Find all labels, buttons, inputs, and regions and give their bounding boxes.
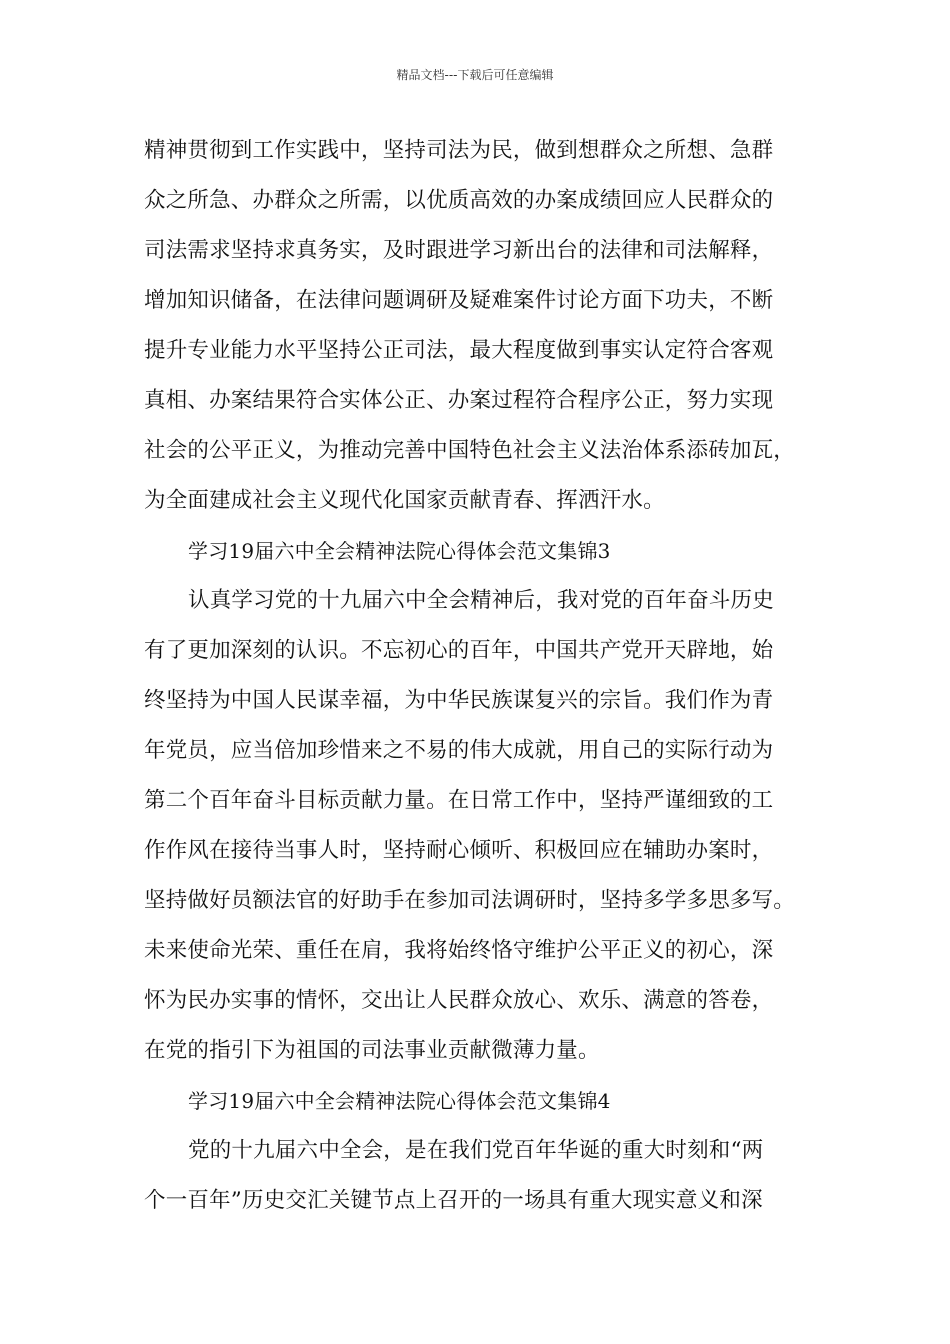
text-line: 个一百年”历史交汇关键节点上召开的一场具有重大现实意义和深	[144, 1188, 763, 1213]
text-line: 社会的公平正义，为推动完善中国特色社会主义法治体系添砖加瓦，	[144, 438, 796, 463]
text-line: 怀为民办实事的情怀，交出让人民群众放心、欢乐、满意的答卷，	[144, 988, 774, 1013]
text-line: 年党员，应当倍加珍惜来之不易的伟大成就，用自己的实际行动为	[144, 738, 774, 763]
text-line: 在党的指引下为祖国的司法事业贡献微薄力量。	[144, 1038, 600, 1063]
paragraph-first-line: 认真学习党的十九届六中全会精神后，我对党的百年奋斗历史	[188, 588, 774, 613]
text-line: 第二个百年奋斗目标贡献力量。在日常工作中，坚持严谨细致的工	[144, 788, 774, 813]
text-line: 众之所急、办群众之所需，以优质高效的办案成绩回应人民群众的	[144, 188, 774, 213]
text-line: 司法需求坚持求真务实，及时跟进学习新出台的法律和司法解释，	[144, 238, 774, 263]
text-line: 坚持做好员额法官的好助手在参加司法调研时，坚持多学多思多写。	[144, 888, 796, 913]
text-line: 为全面建成社会主义现代化国家贡献青春、挥洒汗水。	[144, 488, 665, 513]
text-line: 终坚持为中国人民谋幸福，为中华民族谋复兴的宗旨。我们作为青	[144, 688, 774, 713]
paragraph-first-line: 党的十九届六中全会，是在我们党百年华诞的重大时刻和“两	[188, 1138, 764, 1163]
section-title: 学习19届六中全会精神法院心得体会范文集锦4	[188, 1089, 611, 1113]
text-line: 精神贯彻到工作实践中，坚持司法为民，做到想群众之所想、急群	[144, 138, 774, 163]
document-body	[144, 132, 824, 1232]
text-line: 未来使命光荣、重任在肩，我将始终恪守维护公平正义的初心，深	[144, 938, 774, 963]
page-header: 精品文档---下载后可任意编辑	[396, 68, 554, 82]
text-line: 增加知识储备，在法律问题调研及疑难案件讨论方面下功夫，不断	[144, 288, 774, 313]
text-line: 提升专业能力水平坚持公正司法，最大程度做到事实认定符合客观	[144, 338, 774, 363]
section-title: 学习19届六中全会精神法院心得体会范文集锦3	[188, 539, 611, 563]
text-line: 作作风在接待当事人时，坚持耐心倾听、积极回应在辅助办案时，	[144, 838, 774, 863]
text-line: 有了更加深刻的认识。不忘初心的百年，中国共产党开天辟地，始	[144, 638, 774, 663]
text-line: 真相、办案结果符合实体公正、办案过程符合程序公正，努力实现	[144, 388, 774, 413]
